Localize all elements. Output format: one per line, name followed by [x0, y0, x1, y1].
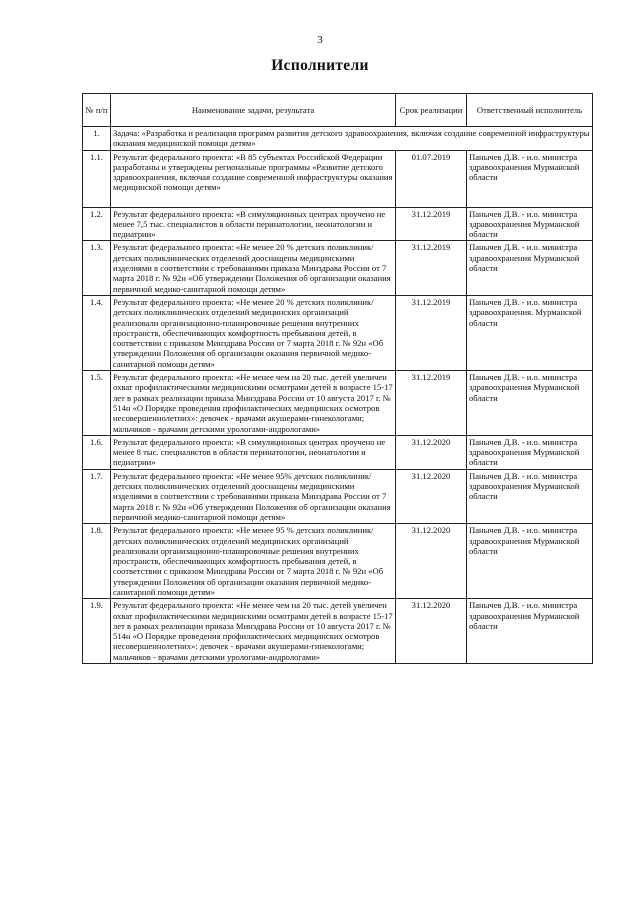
header-deadline: Срок реализации [396, 94, 467, 127]
row-deadline: 31.12.2020 [396, 524, 467, 599]
row-responsible: Панычев Д.В. - и.о. министра здравоохранения Мурманской области [467, 469, 593, 523]
row-responsible: Панычев Д.В. - и.о. министра здравоохранения Мурманской области [467, 207, 593, 241]
row-result-text: Результат федерального проекта: «В 85 субъектах Российской Федерации разработаны и утверждены региональные программы «Развитие детского здравоохранения, включая создание современной инфраструктуры оказания медицинской помощи детям» [111, 150, 396, 207]
table-row [83, 469, 593, 523]
row-result-text: Результат федерального проекта: «Не менее 95 % детских поликлиник/детских поликлинических отделений медицинских организаций реализовали организационно-планировочные решения внутренних пространств, обеспечивающих комфортность пребывания детей, в соответствии с приказом Минздрава России от 7 марта 2018 г. № 92н «Об утверждении Положения об организации оказания первичной медико-санитарной помощи детям» [111, 524, 396, 599]
row-deadline: 31.12.2019 [396, 295, 467, 370]
row-result-text: Результат федерального проекта: «В симуляционных центрах проучено не менее 8 тыс. специалистов в области перинатологии, неонатологии и педиатрии» [111, 435, 396, 469]
header-number: № п/п [83, 94, 111, 127]
row-result-text: Результат федерального проекта: «Не менее чем на 20 тыс. детей увеличен охват профилактическими медицинскими осмотрами детей в возрасте 15-17 лет в рамках реализации приказа Минздрава России от 10 августа 2017 г. № 514н «О Порядке проведения профилактических медицинских осмотров несовершеннолетних»: девочек - врачами акушерами-гинекологами; мальчиков - врачами детскими урологами-андрологами» [111, 371, 396, 436]
header-task-name: Наименование задачи, результата [111, 94, 396, 127]
row-responsible: Панычев Д.В. - и.о. министра здравоохранения Мурманской области [467, 435, 593, 469]
task-row [83, 127, 593, 151]
table-row [83, 241, 593, 295]
task-number: 1. [83, 127, 111, 151]
row-number: 1.7. [83, 469, 111, 523]
row-result-text: Результат федерального проекта: «Не менее 20 % детских поликлиник/детских поликлинических отделений дооснащены медицинскими изделиями в соответствии с требованиями приказа Минздрава России от 7 марта 2018 г. № 92н «Об утверждении Положения об организации оказания первичной медико-санитарной помощи детям» [111, 241, 396, 295]
row-deadline: 31.12.2019 [396, 207, 467, 241]
table-row [83, 599, 593, 664]
table-header-row [83, 94, 593, 127]
row-responsible: Панычев Д.В. - и.о. министра здравоохранения Мурманской области [467, 524, 593, 599]
row-result-text: Результат федерального проекта: «Не менее чем на 20 тыс. детей увеличен охват профилактическими медицинскими осмотрами детей в возрасте 15-17 лет в рамках реализации приказа Минздрава России от 10 августа 2017 г. № 514н «О Порядке проведения профилактических медицинских осмотров несовершеннолетних»: девочек - врачами акушерами-гинекологами; мальчиков - врачами детскими урологами-андрологами» [111, 599, 396, 664]
row-responsible: Панычев Д.В. - и.о. министра здравоохранения Мурманской области [467, 150, 593, 207]
row-number: 1.1. [83, 150, 111, 207]
table-row [83, 524, 593, 599]
row-number: 1.3. [83, 241, 111, 295]
executors-table [82, 93, 593, 664]
row-number: 1.9. [83, 599, 111, 664]
row-responsible: Панычев Д.В. - и.о. министра здравоохранения Мурманской области [467, 599, 593, 664]
table-row [83, 207, 593, 241]
row-number: 1.2. [83, 207, 111, 241]
row-number: 1.4. [83, 295, 111, 370]
task-text: Задача: «Разработка и реализация программ развития детского здравоохранения, включая создание современной инфраструктуры оказания медицинской помощи детям» [111, 127, 593, 151]
row-number: 1.8. [83, 524, 111, 599]
row-deadline: 31.12.2020 [396, 469, 467, 523]
table-row [83, 435, 593, 469]
row-deadline: 31.12.2020 [396, 599, 467, 664]
row-result-text: Результат федерального проекта: «Не менее 95% детских поликлиник/детских поликлинических отделений дооснащены медицинскими изделиями в соответствии с требованиями приказа Минздрава России от 7 марта 2018 г. № 92н «Об утверждении Положения об организации оказания первичной медико-санитарной помощи детям» [111, 469, 396, 523]
table-row [83, 295, 593, 370]
page-number: 3 [317, 34, 323, 46]
row-responsible: Панычев Д.В. - и.о. министра здравоохранения Мурманской области [467, 241, 593, 295]
row-number: 1.6. [83, 435, 111, 469]
row-responsible: Панычев Д.В. - и.о. министра здравоохранения. Мурманской области [467, 295, 593, 370]
table-row [83, 150, 593, 207]
row-responsible: Панычев Д.В. - и.о. министра здравоохранения Мурманской области [467, 371, 593, 436]
table-row [83, 371, 593, 436]
row-number: 1.5. [83, 371, 111, 436]
page-title: Исполнители [271, 57, 369, 74]
row-deadline: 01.07.2019 [396, 150, 467, 207]
row-deadline: 31.12.2019 [396, 371, 467, 436]
header-responsible: Ответственный исполнитель [467, 94, 593, 127]
row-result-text: Результат федерального проекта: «Не менее 20 % детских поликлиник/ детских поликлинических отделений медицинских организаций реализовали организационно-планировочные решения внутренних пространств, обеспечивающих комфортность пребывания детей, в соответствии с приказом Минздрава России от 7 марта 2018 г. № 92н «Об утверждении Положения об организации оказания первичной медико-санитарной помощи детям» [111, 295, 396, 370]
row-deadline: 31.12.2020 [396, 435, 467, 469]
row-result-text: Результат федерального проекта: «В симуляционных центрах проучено не менее 7,5 тыс. специалистов в области перинатологии, неонатологии и педиатрии» [111, 207, 396, 241]
row-deadline: 31.12.2019 [396, 241, 467, 295]
